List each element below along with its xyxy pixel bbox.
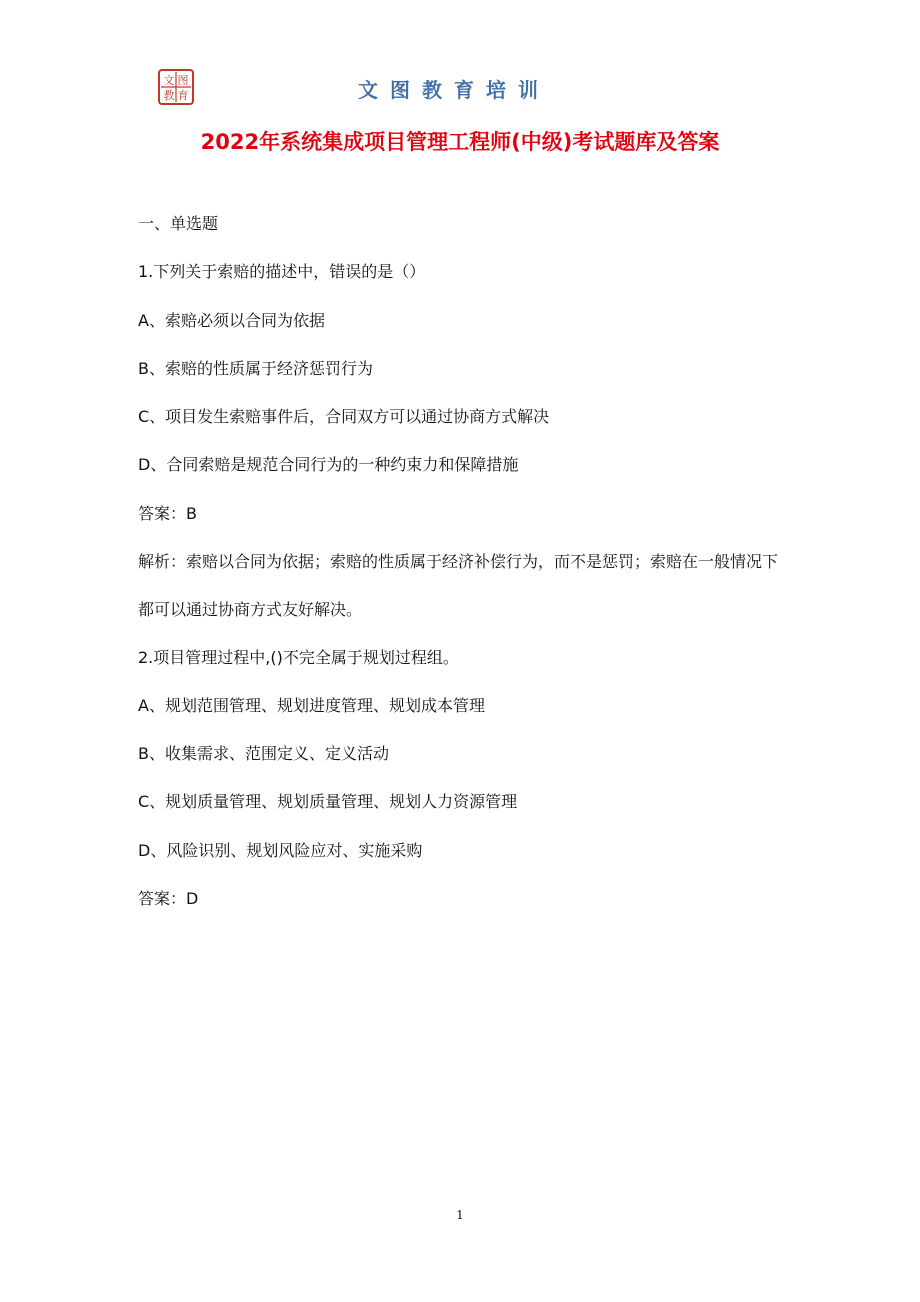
page-header: [0, 66, 920, 110]
svg-text:育: 育: [177, 89, 189, 102]
svg-text:教: 教: [163, 89, 175, 102]
organization-name: 文图教育培训: [358, 78, 550, 102]
question-1-answer: 答案：B: [138, 504, 197, 523]
page-number: 1: [456, 1208, 464, 1222]
logo-seal-icon: [158, 69, 194, 105]
question-1-option-c: C、项目发生索赔事件后，合同双方可以通过协商方式解决: [138, 407, 550, 426]
document-title: 2022年系统集成项目管理工程师(中级)考试题库及答案: [200, 130, 720, 154]
question-2-stem: 2.项目管理过程中,()不完全属于规划过程组。: [138, 648, 459, 667]
question-2-option-d: D、风险识别、规划风险应对、实施采购: [138, 841, 423, 860]
question-2-answer: 答案：D: [138, 889, 199, 908]
question-2-option-c: C、规划质量管理、规划质量管理、规划人力资源管理: [138, 792, 518, 811]
question-2-option-b: B、收集需求、范围定义、定义活动: [138, 744, 389, 763]
question-2-option-a: A、规划范围管理、规划进度管理、规划成本管理: [138, 696, 485, 715]
question-1-stem: 1.下列关于索赔的描述中，错误的是（）: [138, 262, 426, 281]
question-1-analysis: 解析：索赔以合同为依据；索赔的性质属于经济补偿行为，而不是惩罚；索赔在一般情况下都可以通过协商方式友好解决。: [138, 552, 779, 619]
question-1-option-d: D、合同索赔是规范合同行为的一种约束力和保障措施: [138, 455, 519, 474]
section-title: 一、单选题: [138, 214, 219, 233]
question-1-option-a: A、索赔必须以合同为依据: [138, 311, 325, 330]
svg-text:文: 文: [163, 74, 175, 87]
svg-text:图: 图: [177, 74, 189, 87]
question-1-option-b: B、索赔的性质属于经济惩罚行为: [138, 359, 373, 378]
